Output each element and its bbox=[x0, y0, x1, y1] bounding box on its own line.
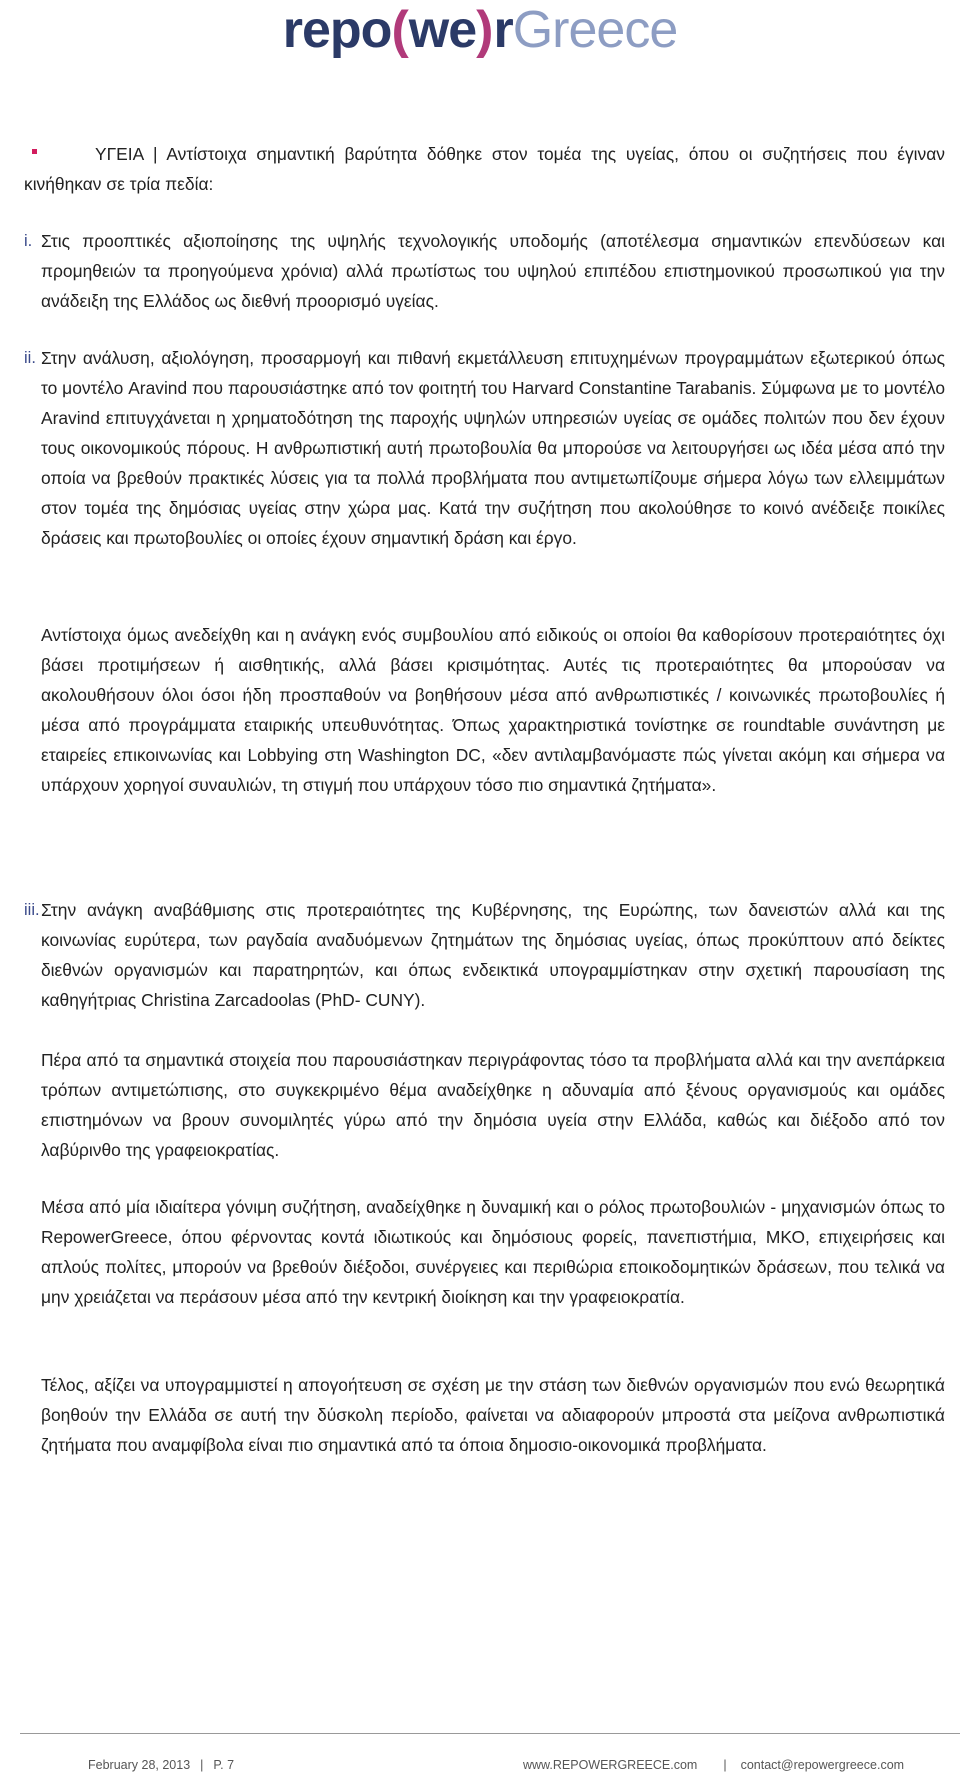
item-marker-iii: iii. bbox=[24, 901, 40, 919]
logo-bracket-close: ) bbox=[476, 1, 494, 59]
footer-separator: | bbox=[200, 1758, 204, 1772]
logo-part-repo: repo bbox=[282, 1, 392, 59]
intro-paragraph: ΥΓΕΙΑ | Αντίστοιχα σημαντική βαρύτητα δόθηκε στον τομέα της υγείας, όπου οι συζητήσεις που έγιναν κινήθηκαν σε τρία πεδία: bbox=[24, 144, 945, 194]
footer-left bbox=[88, 1757, 234, 1773]
footer-page-number: P. 7 bbox=[213, 1758, 235, 1772]
item-iii-continuation-paragraph: Πέρα από τα σημαντικά στοιχεία που παρουσιάστηκαν περιγράφοντας τόσο τα προβλήματα αλλά και την ανεπάρκεια τρόπων αντιμετώπισης, στο συγκεκριμένο θέμα αναδείχθηκε η αδυναμία από ξένους οργανισμούς και ομάδες επιστημόνων να βρουν συνομιλητές γύρω από την δημόσια υγεία στην Ελλάδα, καθώς και διέξοδο από τον λαβύρινθο της γραφειοκρατίας. bbox=[41, 1050, 945, 1160]
footer-website-link[interactable]: www.REPOWERGREECE.com bbox=[523, 1758, 698, 1772]
logo-part-we: we bbox=[408, 1, 477, 59]
logo-part-greece: Greece bbox=[512, 1, 678, 59]
closing-paragraph: Τέλος, αξίζει να υπογραμμιστεί η απογοήτευση σε σχέση με την στάση των διεθνών οργανισμών που ενώ θεωρητικά βοηθούν την Ελλάδα σε αυτή την δύσκολη περίοδο, φαίνεται να αδιαφορούν μπροστά στα μείζονα ανθρωπιστικά ζητήματα που αναμφίβολα είναι πιο σημαντικά από τα όποια δημοσιο-οικονομικά προβλήματα. bbox=[41, 1375, 945, 1455]
repowergreece-logo bbox=[0, 1, 960, 59]
item-marker-ii: ii. bbox=[24, 349, 36, 367]
footer-separator: | bbox=[723, 1758, 727, 1772]
item-ii-continuation-paragraph: Αντίστοιχα όμως ανεδείχθη και η ανάγκη ενός συμβουλίου από ειδικούς οι οποίοι θα καθορίσουν προτεραιότητες όχι βάσει προτιμήσεων ή αισθητικής, αλλά βάσει κρισιμότητας. Αυτές τις προτεραιότητες θα μπορούσαν να ακολουθήσουν όλοι όσοι ήδη προσπαθούν να βοηθήσουν μέσα από ανθρωπιστικές / κοινωνικές πρωτοβουλίες ή μέσα από προγράμματα εταιρικής υπευθυνότητας. Όπως χαρακτηριστικά τονίστηκε σε roundtable συνάντηση με εταιρείες επικοινωνίας και Lobbying στη Washington DC, «δεν αντιλαμβανόμαστε πώς γίνεται ακόμη και σήμερα να υπάρχουν χορηγοί συναυλιών, τη στιγμή που υπάρχουν τόσο πιο σημαντικά ζητήματα». bbox=[41, 625, 945, 795]
footer-right bbox=[523, 1757, 904, 1773]
footer-email-link[interactable]: contact@repowergreece.com bbox=[740, 1758, 905, 1772]
item-marker-i: i. bbox=[24, 232, 33, 250]
item-iii-paragraph: Στην ανάγκη αναβάθμισης στις προτεραιότητες της Κυβέρνησης, της Ευρώπης, των δανειστών αλλά και της κοινωνίας ευρύτερα, των ραγδαία αναδυόμενων ζητημάτων της δημόσιας υγείας, όπως προκύπτουν από δείκτες διεθνών οργανισμών και παρατηρητών, και όπως ενδεικτικά υπογραμμίστηκαν στην σχετική παρουσίαση της καθηγήτριας Christina Zarcadoolas (PhD- CUNY). bbox=[41, 900, 945, 1010]
footer-date: February 28, 2013 bbox=[88, 1758, 191, 1772]
repowergreece-role-paragraph: Μέσα από μία ιδιαίτερα γόνιμη συζήτηση, αναδείχθηκε η δυναμική και ο ρόλος πρωτοβουλιών - μηχανισμών όπως το RepowerGreece, όπου φέρνοντας κοντά ιδιωτικούς και δημόσιους φορείς, πανεπιστήμια, ΜΚΟ, επιχειρήσεις και απλούς πολίτες, μπορούν να βρεθούν διέξοδοι, συνέργειες και περιθώρια εποικοδομητικών δράσεων, που τελικά να μην χρειάζεται να περάσουν μέσα από την κεντρική διοίκηση και την γραφειοκρατία. bbox=[41, 1197, 945, 1307]
footer-divider bbox=[20, 1733, 960, 1734]
item-ii-paragraph: Στην ανάλυση, αξιολόγηση, προσαρμογή και πιθανή εκμετάλλευση επιτυχημένων προγραμμάτων εξωτερικού όπως το μοντέλο Aravind που παρουσιάστηκε από τον φοιτητή του Harvard Constantine Tarabanis. Σύμφωνα με το μοντέλο Aravind επιτυγχάνεται η χρηματοδότηση της παροχής υψηλών υπηρεσιών υγείας σε ομάδες πολιτών που δεν έχουν τους οικονομικούς πόρους. Η ανθρωπιστική αυτή πρωτοβουλία θα μπορούσε να λειτουργήσει ως ιδέα μέσα από την οποία να βρεθούν πρακτικές λύσεις για τα πολλά προβλήματα που αντιμετωπίζουμε σήμερα λόγω των ελλειμμάτων στον τομέα της δημόσιας υγείας στην χώρα μας. Κατά την συζήτηση που ακολούθησε το κοινό ανέδειξε ποικίλες δράσεις και πρωτοβουλίες οι οποίες έχουν σημαντική δράση και έργο. bbox=[41, 348, 945, 548]
logo-bracket-open: ( bbox=[391, 1, 409, 59]
item-i-paragraph: Στις προοπτικές αξιοποίησης της υψηλής τεχνολογικής υποδομής (αποτέλεσμα σημαντικών επενδύσεων και προμηθειών τα προηγούμενα χρόνια) αλλά πρωτίστως του υψηλού επιπέδου επιστημονικού προσωπικού για την ανάδειξη της Ελλάδος ως διεθνή προορισμό υγείας. bbox=[41, 231, 945, 311]
logo-part-r: r bbox=[493, 1, 513, 59]
